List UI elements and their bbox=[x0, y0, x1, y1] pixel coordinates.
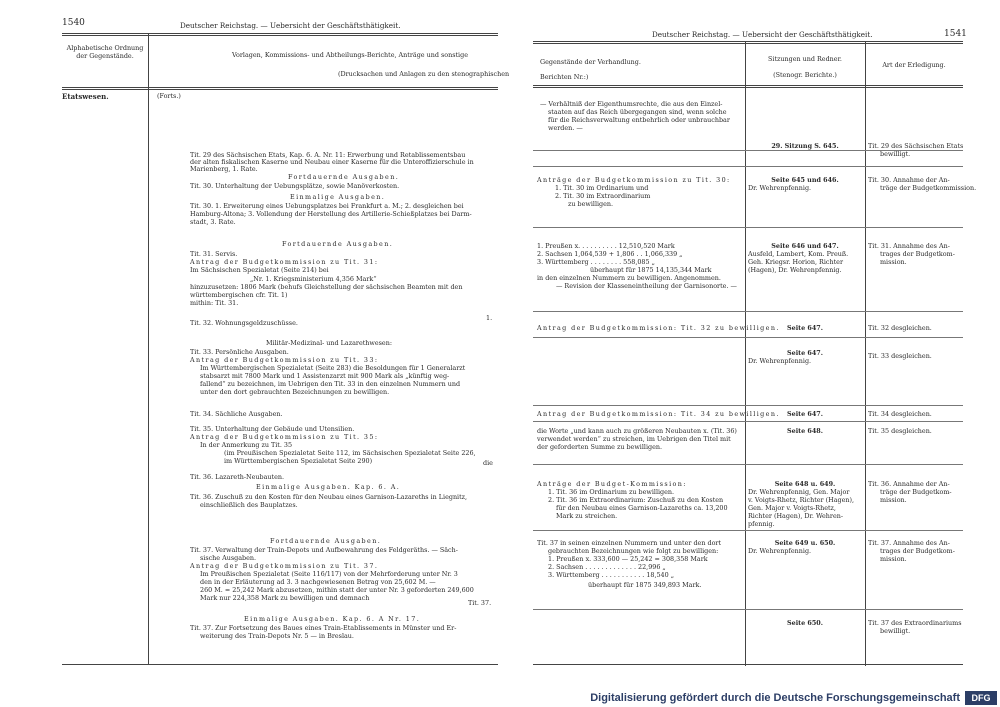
entry-session: Seite 647. bbox=[787, 410, 823, 418]
entry-result: Tit. 37 des Extraordinariums bbox=[868, 619, 962, 627]
left-line: Im Preußischen Spezialetat (Seite 116/117) von der Mehrforderung unter Nr. 3 bbox=[200, 570, 458, 578]
entry-text: — Revision der Klasseneintheilung der Garnisonorte. — bbox=[556, 282, 737, 290]
right-col1-subheader: Berichten Nr.:) bbox=[540, 73, 589, 81]
entry-text: zu bewilligen. bbox=[568, 200, 614, 208]
right-col3-header: Art der Erledigung. bbox=[882, 61, 946, 69]
entry-speakers: Geh. Kriegsr. Horion, Richter bbox=[748, 258, 844, 266]
left-line: stadt, 3. Rate. bbox=[190, 218, 236, 226]
right-header-rule-2 bbox=[533, 87, 963, 88]
row-rule bbox=[533, 464, 963, 465]
left-page-number: 1540 bbox=[62, 18, 85, 28]
left-line: Tit. 34. Sächliche Ausgaben. bbox=[190, 410, 283, 418]
right-bottom-rule bbox=[533, 664, 963, 665]
entry-text: Anträge der Budgetkommission zu Tit. 30: bbox=[537, 176, 731, 184]
left-line: Mark nur 224,358 Mark zu bewilligen und demnach bbox=[200, 594, 370, 602]
left-line: Marienberg, 1. Rate. bbox=[190, 165, 258, 173]
entry-result: Tit. 31. Annahme des An- bbox=[868, 242, 950, 250]
entry-text: 1. Preußen x. 333,600 — 25,242 = 308,358 Mark bbox=[548, 555, 708, 563]
right-running-head: Deutscher Reichstag. — Uebersicht der Geschäftsthätigkeit. bbox=[652, 30, 873, 39]
left-line: „Nr. 1. Kriegsministerium 4,356 Mark“ bbox=[250, 275, 377, 283]
left-line: Hamburg-Altona; 3. Vollendung der Herstellung des Artillerie-Schießplatzes bei Darm- bbox=[190, 210, 472, 218]
left-line: mithin: Tit. 31. bbox=[190, 299, 239, 307]
entry-result: trages der Budgetkom- bbox=[880, 250, 955, 258]
entry-text: werden. — bbox=[548, 124, 583, 132]
left-line: Im Württembergischen Spezialetat (Seite 283) die Besoldungen für 1 Generalarzt bbox=[200, 364, 466, 372]
entry-result: Tit. 37. Annahme des An- bbox=[868, 539, 950, 547]
left-line: weiterung des Train-Depots Nr. 5 — in Breslau. bbox=[200, 632, 354, 640]
left-line: Tit. 32. Wohnungsgeldzuschüsse. bbox=[190, 319, 298, 327]
left-section-heading: Einmalige Ausgaben. bbox=[290, 193, 386, 201]
left-line: fallend“ zu bezeichnen, im Uebrigen den Tit. 33 in den einzelnen Nummern und bbox=[200, 380, 461, 388]
entry-speakers: Gen. Major v. Voigts-Rhetz, bbox=[748, 504, 836, 512]
left-line: einschließlich des Bauplatzes. bbox=[200, 501, 298, 509]
entry-result: mission. bbox=[880, 258, 907, 266]
entry-speakers: pfennig. bbox=[748, 520, 775, 528]
entry-session: Seite 648. bbox=[787, 427, 823, 435]
entry-text: Mark zu streichen. bbox=[556, 512, 618, 520]
left-section-heading: Fortdauernde Ausgaben. bbox=[282, 240, 394, 248]
left-side-mark: Tit. 37. bbox=[468, 599, 492, 607]
entry-session: Seite 649 u. 650. bbox=[774, 539, 836, 547]
entry-result: Tit. 34 desgleichen. bbox=[868, 410, 932, 418]
entry-session: Seite 646 und 647. bbox=[771, 242, 839, 250]
right-top-rule bbox=[533, 41, 963, 42]
row-rule bbox=[533, 227, 963, 228]
entry-text: gebrauchten Bezeichnungen wie folgt zu bewilligen: bbox=[548, 547, 719, 555]
left-line: Tit. 37. Verwaltung der Train-Depots und Aufbewahrung des Feldgeräths. — Säch- bbox=[190, 546, 458, 554]
entry-text: die Worte „und kann auch zu größeren Neubauten x. (Tit. 36) bbox=[537, 427, 737, 435]
right-col1-header: Gegenstände der Verhandlung. bbox=[540, 58, 641, 66]
left-running-head: Deutscher Reichstag. — Uebersicht der Geschäftsthätigkeit. bbox=[180, 21, 401, 30]
left-col-divider bbox=[148, 33, 149, 665]
entry-text: überhaupt für 1875 14,135,344 Mark bbox=[590, 266, 712, 274]
entry-session: Seite 645 und 646. bbox=[771, 176, 839, 184]
left-header-rule-2 bbox=[62, 89, 498, 90]
left-side-mark: 1. bbox=[486, 314, 493, 322]
left-line: im Württembergischen Spezialetat Seite 290) bbox=[224, 457, 373, 465]
entry-result: trages der Budgetkom- bbox=[880, 547, 955, 555]
entry-result: Tit. 32 desgleichen. bbox=[868, 324, 932, 332]
left-section-heading: Fortdauernde Ausgaben. bbox=[270, 537, 382, 545]
left-line: stabsarzt mit 7800 Mark und 1 Assistenzarzt mit 900 Mark als „künftig weg- bbox=[200, 372, 450, 380]
left-line: Tit. 37. Zur Fortsetzung des Baues eines Train-Etablissements in Münster und Er- bbox=[190, 624, 457, 632]
entry-text: 2. Tit. 36 im Extraordinarium: Zuschuß zu den Kosten bbox=[548, 496, 724, 504]
entry-session: Seite 650. bbox=[787, 619, 823, 627]
row-rule bbox=[533, 421, 963, 422]
entry-speakers: Ausfeld, Lambert, Kom. Preuß. bbox=[748, 250, 849, 258]
left-line: Tit. 33. Persönliche Ausgaben. bbox=[190, 348, 289, 356]
right-top-rule-2 bbox=[533, 43, 963, 44]
entry-session: Seite 647. bbox=[787, 349, 823, 357]
entry-result: träge der Budgetkommission. bbox=[880, 184, 977, 192]
left-line: den in der Erläuterung ad 3. 3 nachgewiesenen Betrag von 25,602 M. — bbox=[200, 578, 436, 586]
left-header-rule bbox=[62, 87, 498, 88]
left-line: hinzuzusetzen: 1806 Mark (behufs Gleichstellung der sächsischen Beamten mit den bbox=[190, 283, 463, 291]
left-line: Antrag der Budgetkommission zu Tit. 33: bbox=[190, 356, 379, 364]
entry-result: Tit. 35 desgleichen. bbox=[868, 427, 932, 435]
entry-text: für den Neubau eines Garnison-Lazareths ca. 13,200 bbox=[556, 504, 728, 512]
entry-text: staaten auf das Reich übergegangen sind, wenn solche bbox=[548, 108, 727, 116]
left-line: unter den dort gebrauchten Bezeichnungen zu bewilligen. bbox=[200, 388, 390, 396]
entry-speakers: Richter (Hagen), Dr. Wehren- bbox=[748, 512, 844, 520]
entry-speakers: v. Voigts-Rhetz, Richter (Hagen), bbox=[748, 496, 855, 504]
entry-result: Tit. 33 desgleichen. bbox=[868, 352, 932, 360]
right-header-rule bbox=[533, 85, 963, 86]
entry-session: Seite 648 u. 649. bbox=[774, 480, 836, 488]
entry-result: träge der Budgetkom- bbox=[880, 488, 952, 496]
dfg-logo: DFG bbox=[965, 691, 997, 705]
entry-speakers: Dr. Wehrenpfennig, Gen. Major bbox=[748, 488, 850, 496]
entry-session: 29. Sitzung S. 645. bbox=[771, 142, 839, 150]
left-line: (im Preußischen Spezialetat Seite 112, im Sächsischen Spezialetat Seite 226, bbox=[224, 449, 476, 457]
left-section-heading: Einmalige Ausgaben. Kap. 6. A. bbox=[256, 483, 401, 491]
entry-result: bewilligt. bbox=[880, 150, 911, 158]
row-rule bbox=[533, 311, 963, 312]
entry-speakers: Dr. Wehrenpfennig. bbox=[748, 547, 812, 555]
left-col2-header: Vorlagen, Kommissions- und Abtheilungs-Berichte, Anträge und sonstige bbox=[232, 51, 468, 59]
entry-text: überhaupt für 1875 349,893 Mark. bbox=[588, 581, 702, 589]
entry-text: 3. Württemberg . . . . . . . . 558,085 „ bbox=[537, 258, 655, 266]
left-line: Tit. 36. Zuschuß zu den Kosten für den Neubau eines Garnison-Lazareths in Liegnitz, bbox=[190, 493, 468, 501]
left-line: Antrag der Budgetkommission zu Tit. 37. bbox=[190, 562, 379, 570]
row-rule bbox=[533, 530, 963, 531]
right-col2-subheader: (Stenogr. Berichte.) bbox=[773, 71, 837, 79]
left-line: Antrag der Budgetkommission zu Tit. 31: bbox=[190, 258, 379, 266]
entry-text: Antrag der Budgetkommission: Tit. 34 zu bewilligen. bbox=[537, 410, 780, 418]
left-top-rule-2 bbox=[62, 35, 498, 36]
left-line: Im Sächsischen Spezialetat (Seite 214) bei bbox=[190, 266, 329, 274]
left-line: der alten fiskalischen Kaserne und Neubau einer Kaserne für die Unteroffizierschule in bbox=[190, 158, 474, 166]
entry-text: verwendet werden“ zu streichen, im Uebrigen den Titel mit bbox=[537, 435, 731, 443]
entry-text: der geforderten Summe zu bewilligen. bbox=[537, 443, 663, 451]
entry-session: Seite 647. bbox=[787, 324, 823, 332]
row-rule bbox=[533, 405, 963, 406]
entry-text: 2. Sachsen 1,064,539 + 1,806 . . 1,066,339 „ bbox=[537, 250, 683, 258]
footer-credit: Digitalisierung gefördert durch die Deutsche Forschungsgemeinschaft bbox=[590, 692, 960, 704]
left-top-rule bbox=[62, 33, 498, 34]
entry-text: Tit. 37 in seinen einzelnen Nummern und unter den dort bbox=[537, 539, 722, 547]
left-col2-subheader: (Drucksachen und Anlagen zu den stenographischen bbox=[338, 70, 510, 78]
row-rule bbox=[533, 609, 963, 610]
entry-text: 2. Sachsen . . . . . . . . . . . . . 22,996 „ bbox=[548, 563, 666, 571]
left-section-heading: Einmalige Ausgaben. Kap. 6. A Nr. 17. bbox=[244, 615, 421, 623]
left-side-mark: die bbox=[483, 459, 493, 467]
entry-text: in den einzelnen Nummern zu bewilligen. Angenommen. bbox=[537, 274, 721, 282]
entry-speakers: Dr. Wehrenpfennig. bbox=[748, 184, 812, 192]
left-line: Tit. 36. Lazareth-Neubauten. bbox=[190, 473, 285, 481]
entry-result: Tit. 36. Annahme der An- bbox=[868, 480, 950, 488]
left-col1-header: Alphabetische Ordnung der Gegenstände. bbox=[66, 44, 144, 60]
entry-speakers: Dr. Wehrenpfennig. bbox=[748, 357, 812, 365]
entry-result: bewilligt. bbox=[880, 627, 911, 635]
footer-bar bbox=[0, 689, 1000, 707]
entry-text: 3. Württemberg . . . . . . . . . . . 18,540 „ bbox=[548, 571, 675, 579]
left-line: Tit. 31. Servis. bbox=[190, 250, 238, 258]
left-line: württembergischen cfr. Tit. 1) bbox=[190, 291, 288, 299]
left-line: Antrag der Budgetkommission zu Tit. 35: bbox=[190, 433, 379, 441]
entry-speakers: (Hagen), Dr. Wehrenpfennig. bbox=[748, 266, 842, 274]
left-section-heading: Fortdauernde Ausgaben. bbox=[288, 173, 400, 181]
entry-text: 1. Preußen x. . . . . . . . . . 12,510,520 Mark bbox=[537, 242, 675, 250]
left-line: Tit. 30. Unterhaltung der Uebungsplätze, sowie Manöverkosten. bbox=[190, 182, 400, 190]
left-line: sische Ausgaben. bbox=[200, 554, 257, 562]
entry-text: für die Reichsverwaltung entbehrlich oder unbrauchbar bbox=[548, 116, 730, 124]
row-rule bbox=[533, 166, 963, 167]
entry-text: 1. Tit. 30 im Ordinarium und bbox=[555, 184, 649, 192]
entry-text: 1. Tit. 36 im Ordinarium zu bewilligen. bbox=[548, 488, 675, 496]
right-col-divider-2 bbox=[865, 41, 866, 666]
left-section-heading: Militär-Medizinal- und Lazarethwesen: bbox=[266, 339, 392, 347]
entry-text: Anträge der Budget-Kommission: bbox=[537, 480, 687, 488]
entry-result: mission. bbox=[880, 555, 907, 563]
left-line: Tit. 29 des Sächsischen Etats, Kap. 6. A. Nr. 11: Erwerbung und Retablissementsbau bbox=[190, 151, 466, 159]
left-line: In der Anmerkung zu Tit. 35 bbox=[200, 441, 293, 449]
entry-text: — Verhältniß der Eigenthumsrechte, die aus den Einzel- bbox=[540, 100, 723, 108]
entry-text: Antrag der Budgetkommission: Tit. 32 zu bewilligen. bbox=[537, 324, 780, 332]
entry-text: 2. Tit. 30 im Extraordinarium bbox=[555, 192, 651, 200]
right-page-number: 1541 bbox=[944, 29, 967, 39]
entry-result: mission. bbox=[880, 496, 907, 504]
left-line: Tit. 35. Unterhaltung der Gebäude und Utensilien. bbox=[190, 425, 355, 433]
left-subject-cont: (Forts.) bbox=[157, 92, 181, 100]
row-rule bbox=[533, 337, 963, 338]
left-line: Tit. 30. 1. Erweiterung eines Uebungsplatzes bei Frankfurt a. M.; 2. desgleichen bei bbox=[190, 202, 464, 210]
left-bottom-rule bbox=[62, 664, 498, 665]
right-col2-header: Sitzungen und Redner. bbox=[768, 55, 842, 63]
entry-result: Tit. 29 des Sächsischen Etats bbox=[868, 142, 964, 150]
left-line: 260 M. = 25,242 Mark abzusetzen, mithin statt der unter Nr. 3 geforderten 249,600 bbox=[200, 586, 474, 594]
entry-result: Tit. 30. Annahme der An- bbox=[868, 176, 950, 184]
left-subject: Etatswesen. bbox=[62, 92, 109, 101]
